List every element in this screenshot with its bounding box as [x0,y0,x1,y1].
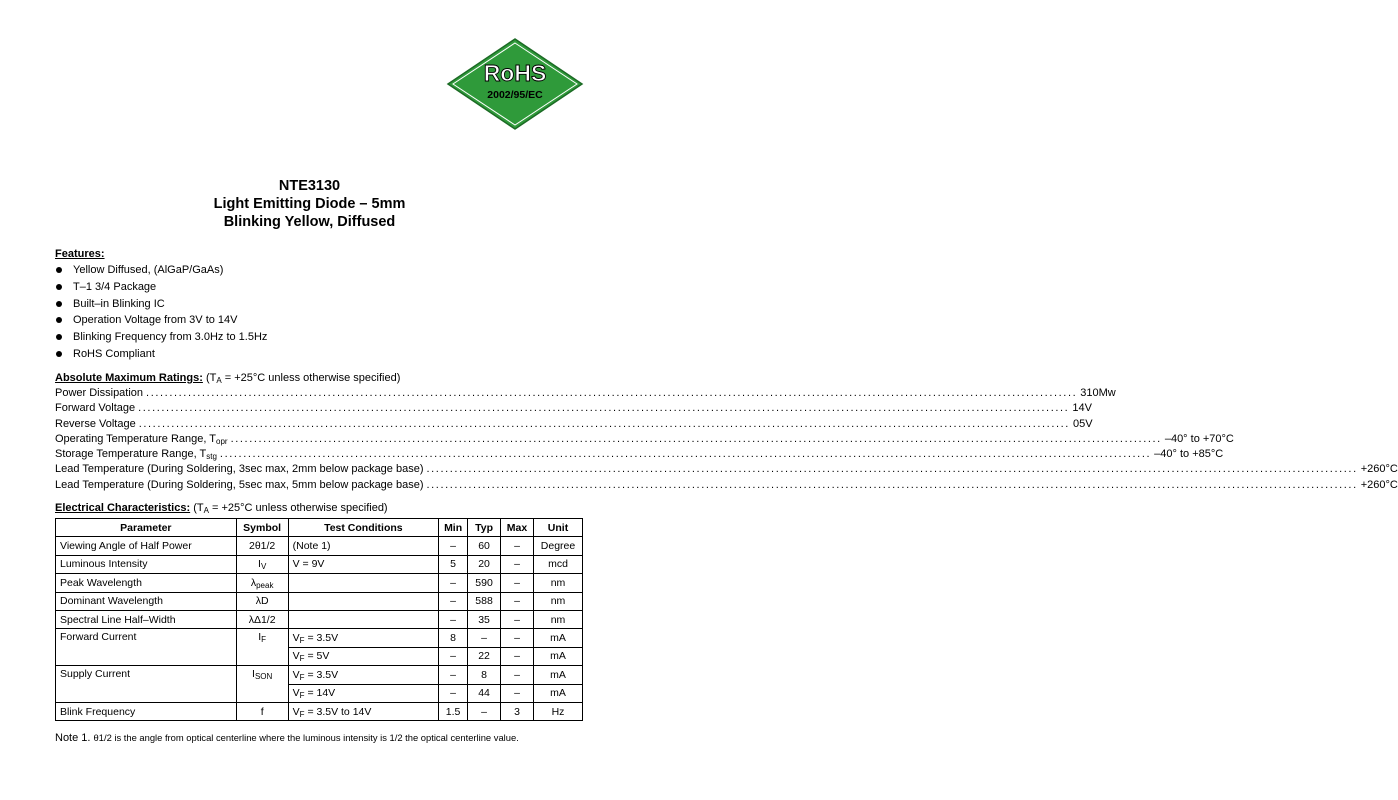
typ-cell: 22 [468,647,501,665]
typ-cell: 35 [468,610,501,628]
rating-label: Operating Temperature Range, $T_{opr}$ [55,432,228,446]
ratings-section [55,370,1398,493]
footnote-text: θ1/2 is the angle from optical centerline where the luminous intensity is 1/2 the optical centerline value. [93,732,519,743]
condition-cell: $V_F = 3.5V$ to 14V [288,702,438,720]
rating-value: –40° to +85°C [1154,448,1224,461]
electrical-heading: Electrical Characteristics: [55,502,191,514]
rating-row [55,478,1398,493]
table-row [56,537,583,555]
unit-cell: Degree [534,537,583,555]
symbol-cell: λD [236,592,288,610]
symbol-cell: $I_{SON}$ [236,666,288,703]
typ-cell: 588 [468,592,501,610]
condition-cell: $V_F = 14V$ [288,684,438,702]
unit-cell: nm [534,610,583,628]
leader-dots: ........................................................................................................................................................................................................ [426,463,1358,476]
rating-label: Lead Temperature (During Soldering, 5sec max, 5mm below package base) [55,478,424,491]
condition-cell [288,592,438,610]
column-header: Typ [468,519,501,537]
param-cell: Forward Current [56,629,237,666]
param-cell: Blink Frequency [56,702,237,720]
part-number: NTE3130 [278,178,341,194]
max-cell: – [501,537,534,555]
table-row [56,610,583,628]
max-cell: – [501,666,534,684]
ratings-list [55,386,1398,493]
title-line-3: Blinking Yellow, Diffused [223,214,396,230]
rating-row [55,447,1224,462]
condition-cell: V = 9V [288,555,438,573]
column-header: Unit [534,519,583,537]
rating-label: Reverse Voltage [55,417,136,430]
min-cell: – [439,647,468,665]
max-cell: – [501,684,534,702]
column-header: Max [501,519,534,537]
param-cell: Dominant Wavelength [56,592,237,610]
rating-value: 05V [1072,417,1093,430]
max-cell: – [501,629,534,647]
column-header: Test Conditions [288,519,438,537]
unit-cell: Hz [534,702,583,720]
rating-value: +260°C [1360,478,1398,491]
bullet-icon [56,267,62,273]
leader-dots: ........................................................................................................................................................................................................ [426,478,1358,491]
max-cell: – [501,592,534,610]
rating-row [55,386,1116,401]
symbol-cell: $I_V$ [236,555,288,573]
rohs-logo-subtitle: 2002/95/EC [487,89,543,101]
bullet-icon [56,301,62,307]
leader-dots: ........................................................................................................................................................................................................ [138,402,1070,415]
list-item: Operation Voltage from 3V to 14V [55,312,267,329]
max-cell: – [501,647,534,665]
symbol-cell: f [236,702,288,720]
typ-cell: – [468,629,501,647]
electrical-heading-line [55,500,583,516]
param-cell: Supply Current [56,666,237,703]
typ-cell: 8 [468,666,501,684]
rating-row [55,432,1234,447]
min-cell: – [439,684,468,702]
unit-cell: mA [534,647,583,665]
rating-value: 310Mw [1080,387,1116,399]
min-cell: – [439,666,468,684]
ratings-heading: Absolute Maximum Ratings: [55,372,203,384]
features-heading: Features: [55,248,105,260]
typ-cell: 44 [468,684,501,702]
min-cell: 5 [439,555,468,573]
param-cell: Viewing Angle of Half Power [56,537,237,555]
list-item: RoHS Compliant [55,346,267,363]
bullet-icon [56,334,62,340]
symbol-cell: $\lambda_{peak}$ [236,574,288,592]
unit-cell: nm [534,574,583,592]
rating-row [55,417,1093,432]
column-header: Symbol [236,519,288,537]
list-item: Yellow Diffused, (AlGaP/GaAs) [55,262,267,279]
table-row [56,666,583,684]
max-cell: 3 [501,702,534,720]
rating-label: Forward Voltage [55,402,136,415]
rohs-logo [446,37,584,131]
column-header: Min [439,519,468,537]
leader-dots: ........................................................................................................................................................................................................ [138,417,1070,430]
condition-cell [288,610,438,628]
leader-dots: ........................................................................................................................................................................................................ [146,387,1078,399]
param-cell: Spectral Line Half–Width [56,610,237,628]
features-list [55,262,267,363]
max-cell: – [501,610,534,628]
typ-cell: 20 [468,555,501,573]
ratings-condition: ($T_A = +25^\circ C$ unless otherwise specified) [205,372,401,385]
bullet-icon [56,317,62,323]
features-section [55,248,267,363]
unit-cell: mA [534,666,583,684]
table-row [56,574,583,592]
condition-cell: $V_F = 3.5V$ [288,666,438,684]
rating-value: –40° to +70°C [1164,432,1234,445]
min-cell: – [439,574,468,592]
condition-cell: (Note 1) [288,537,438,555]
rating-row [55,462,1398,477]
ratings-heading-line [55,370,583,386]
unit-cell: mA [534,684,583,702]
max-cell: – [501,574,534,592]
leader-dots: ........................................................................................................................................................................................................ [230,432,1162,445]
electrical-section [55,500,583,721]
min-cell: – [439,592,468,610]
symbol-cell: 2θ1/2 [236,537,288,555]
table-row [56,592,583,610]
rating-value: +260°C [1360,463,1398,476]
typ-cell: 590 [468,574,501,592]
leader-dots: ........................................................................................................................................................................................................ [219,448,1152,461]
rating-label: Storage Temperature Range, $T_{stg}$ [55,448,217,462]
condition-cell: $V_F = 5V$ [288,647,438,665]
condition-cell: $V_F = 3.5V$ [288,629,438,647]
condition-cell [288,574,438,592]
min-cell: – [439,537,468,555]
footnote [55,732,519,744]
min-cell: – [439,610,468,628]
min-cell: 1.5 [439,702,468,720]
symbol-cell: λΔ1/2 [236,610,288,628]
symbol-cell: $I_F$ [236,629,288,666]
electrical-table [55,518,583,721]
param-cell: Peak Wavelength [56,574,237,592]
unit-cell: nm [534,592,583,610]
table-header-row [56,519,583,537]
rating-value: 14V [1072,402,1092,415]
list-item: T–1 3/4 Package [55,279,267,296]
typ-cell: – [468,702,501,720]
rating-row [55,401,1092,416]
footnote-label: Note 1. [55,732,91,744]
rohs-logo-title: RoHS [483,60,547,86]
title-line-2: Light Emitting Diode – 5mm [213,196,406,212]
column-header: Parameter [56,519,237,537]
electrical-condition: ($T_A = +25^\circ C$ unless otherwise specified) [193,502,388,515]
bullet-icon [56,284,62,290]
max-cell: – [501,555,534,573]
param-cell: Luminous Intensity [56,555,237,573]
rating-label: Lead Temperature (During Soldering, 3sec max, 2mm below package base) [55,463,424,476]
list-item: Blinking Frequency from 3.0Hz to 1.5Hz [55,329,267,346]
document-title [0,177,619,231]
table-row [56,555,583,573]
rating-label: Power Dissipation [55,387,144,399]
min-cell: 8 [439,629,468,647]
list-item: Built–in Blinking IC [55,296,267,313]
table-row [56,702,583,720]
table-row [56,629,583,647]
bullet-icon [56,351,62,357]
rohs-diamond-icon [446,37,584,131]
unit-cell: mA [534,629,583,647]
typ-cell: 60 [468,537,501,555]
unit-cell: mcd [534,555,583,573]
